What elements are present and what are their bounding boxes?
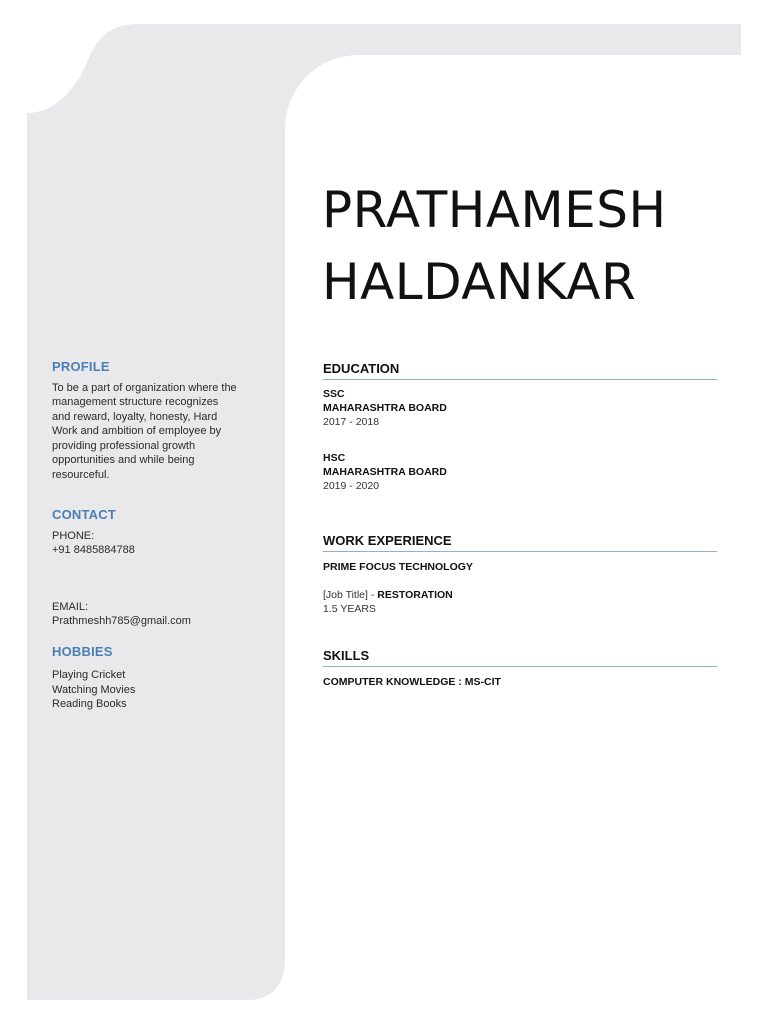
- job-title-placeholder: [Job Title]: [323, 589, 368, 601]
- work-experience-section: [323, 534, 717, 616]
- work-role: [323, 588, 717, 616]
- role-name: RESTORATION: [377, 589, 453, 601]
- email-label: EMAIL:: [52, 600, 89, 613]
- hobby-item: Reading Books: [52, 698, 127, 710]
- role-separator: -: [367, 589, 378, 601]
- contact-section: [52, 508, 272, 629]
- skills-heading: SKILLS: [323, 649, 717, 667]
- phone-block: [52, 529, 272, 558]
- profile-line: opportunities and while being: [52, 454, 195, 466]
- education-years: 2017 - 2018: [323, 416, 380, 428]
- education-heading: EDUCATION: [323, 362, 717, 380]
- profile-line: Work and ambition of employee by: [52, 425, 222, 437]
- candidate-last-name: HALDANKAR: [322, 253, 637, 311]
- skill-item: [323, 675, 717, 689]
- phone-number: +91 8485884788: [52, 544, 135, 556]
- hobbies-list: [52, 668, 272, 712]
- hobby-item: Watching Movies: [52, 683, 136, 696]
- profile-text: [52, 381, 272, 483]
- work-company: [323, 560, 717, 574]
- education-entry: [323, 451, 717, 493]
- hobbies-section: [52, 645, 272, 712]
- education-level: HSC: [323, 452, 346, 464]
- education-entry: [323, 387, 717, 429]
- candidate-name: [322, 174, 667, 318]
- hobbies-heading: HOBBIES: [52, 643, 113, 659]
- skills-section: [323, 649, 717, 689]
- profile-line: To be a part of organization where the: [52, 381, 237, 394]
- work-duration: 1.5 YEARS: [323, 603, 376, 615]
- education-board: MAHARASHTRA BOARD: [323, 402, 447, 414]
- hobby-item: Playing Cricket: [52, 669, 126, 681]
- profile-heading: PROFILE: [52, 359, 110, 374]
- email-address: Prathmeshh785@gmail.com: [52, 615, 191, 627]
- education-years: 2019 - 2020: [323, 480, 380, 492]
- profile-section: [52, 360, 272, 482]
- education-board: MAHARASHTRA BOARD: [323, 466, 447, 478]
- company-name: PRIME FOCUS TECHNOLOGY: [323, 561, 473, 573]
- contact-heading: CONTACT: [52, 507, 116, 522]
- profile-line: providing professional growth: [52, 439, 196, 452]
- education-level: SSC: [323, 388, 345, 400]
- candidate-first-name: PRATHAMESH: [322, 181, 667, 239]
- education-section: [323, 362, 717, 493]
- work-experience-heading: WORK EXPERIENCE: [323, 534, 717, 552]
- profile-line: resourceful.: [52, 468, 110, 481]
- left-column: [52, 360, 272, 712]
- profile-line: management structure recognizes: [52, 396, 219, 408]
- email-block: [52, 600, 272, 629]
- profile-line: and reward, loyalty, honesty, Hard: [52, 410, 218, 423]
- skill-text: COMPUTER KNOWLEDGE : MS-CIT: [323, 676, 501, 688]
- phone-label: PHONE:: [52, 529, 95, 542]
